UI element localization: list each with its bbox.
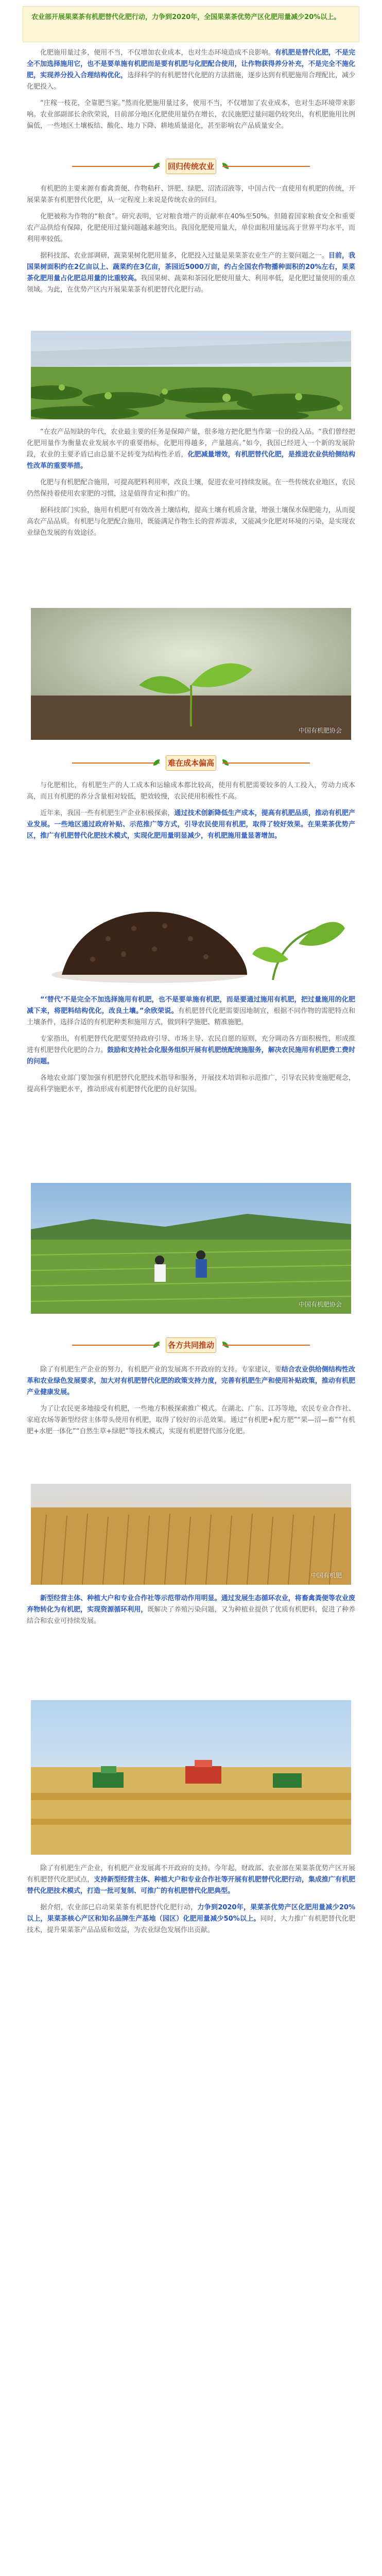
watermark: 中国有机肥协会 xyxy=(298,727,342,734)
section-body-8 xyxy=(27,1863,355,1941)
paragraph: 据科技部、农业部调研，蔬菜果树化肥用量多，化肥投入过量是果菜茶农业生产的主要问题之一。 xyxy=(40,252,328,260)
seedling-photo xyxy=(31,608,351,740)
paragraph: 据科技部门实验，施用有机肥可有效改善土壤结构，提高土壤有机质含量，增强土壤保水保肥能力，从而提高农产品品质。有机肥与化肥配合施用，既能满足作物生长的营养需求，又能减少化肥对环境的污染，是实现农业绿色发展的有效途径。 xyxy=(27,506,355,537)
leaf-icon xyxy=(152,1341,161,1349)
highlight-text: 通过技术创新降低生产成本，提高有机肥品质，推动有机肥产业发展。一些地区通过政府补贴、示范推广等方式，引导农民使用有机肥，取得了较好效果。 xyxy=(27,809,355,828)
paragraph: 既解决了养殖污染问题，又为种植业提供了优质有机肥料，促进了种养结合和农业可持续发展。 xyxy=(27,1606,355,1625)
section-body-7 xyxy=(27,1593,355,1632)
section-body-3 xyxy=(27,427,355,544)
section-title: 难在成本偏高 xyxy=(166,755,216,771)
section-body-6 xyxy=(27,1364,355,1443)
paragraph: 有机肥的主要来源有畜禽粪便、作物秸秆、饼肥、绿肥、沼渣沼液等，中国古代一直使用有机肥的传统，开展果菜茶有机肥替代化肥，从一定程度上来说是传统农业的回归。 xyxy=(27,185,355,204)
highlight-text: 打造一批可复制、可推广的有机肥替代化肥典型。 xyxy=(87,1887,235,1895)
highlight-text: 支持新型经营主体、种植大户和专业合作社等开展有机肥替代化肥行动，集成推广有机肥替代化肥技术模式， xyxy=(27,1876,355,1895)
highlight-text: 有机肥是替代化肥，不是完全不加选择施用它，也不是要单施有机肥而是要有机肥与化肥配合使用，让作物获得养分补充，不是完全不施化肥，实现养分投入合理结构优化， xyxy=(27,49,355,79)
leaf-icon xyxy=(152,162,161,170)
paragraph: 近年来，我国一些有机肥生产企业积极探索， xyxy=(40,809,175,817)
section-body-5 xyxy=(27,994,355,1100)
paragraph: 通过“有机肥+配方肥”“果—沼—畜”“有机肥+水肥一体化”“自然生草+绿肥”等技术模式，实现有机肥替代部分化肥。 xyxy=(27,1416,355,1435)
paragraph: 专家指出，有机肥替代化肥要坚持政府引导、市场主导、农民自愿的原则，充分调动各方面积极性，形成推进有机肥替代化肥的合力。 xyxy=(27,1035,355,1054)
section-header-3 xyxy=(0,1333,382,1357)
leaf-icon xyxy=(152,758,161,767)
highlight-text: 结合农业供给侧结构性改革和农业绿色发展要求，加大对有机肥替代化肥的政策支持力度， xyxy=(27,1366,355,1385)
paragraph: 化肥与有机肥配合施用，可提高肥料利用率，改良土壤，促进农业可持续发展。在一些传统农业地区，农民仍然保持着使用农家肥的习惯，这是值得肯定和推广的。 xyxy=(27,479,355,498)
watermark: 中国有机肥 xyxy=(310,1572,342,1579)
intro-box: 农业部开展果菜茶有机肥替代化肥行动，力争到2020年，全国果菜茶优势产区化肥用量减少20%以上。 xyxy=(23,6,359,42)
paragraph: 除了有机肥生产企业的努力，有机肥产业的发展离不开政府的支持。专家建议，要 xyxy=(40,1366,282,1374)
paragraph: 为了让农民更多地接受有机肥，一些地方积极探索推广模式。在湖北、广东、江苏等地，农民专业合作社、家庭农场等新型经营主体带头使用有机肥，取得了较好的示范效果。 xyxy=(27,1405,355,1424)
paragraph: 各地农业部门要加强有机肥替代化肥技术指导和服务，开展技术培训和示范推广， xyxy=(40,1074,282,1082)
watermark: 中国有机肥协会 xyxy=(298,1301,342,1308)
farmers-field-photo xyxy=(31,1183,351,1314)
paragraph: “庄稼一枝花，全靠肥当家。”然而化肥施用量过多，使用不当，不仅增加了农业成本，也对生态环境带来影响。农业部副部长余欣荣说，目前部分地区化肥使用量仍在增长，农民施肥过量问题仍较突出，有机肥施用比例偏低，一些地区土壤板结、酸化、地力下降、耕地质量退化，甚至影响农产品质量安全。 xyxy=(27,99,355,130)
section-body-2 xyxy=(27,183,355,301)
section-title: 各方共同推动 xyxy=(166,1337,216,1353)
section-header-1 xyxy=(0,155,382,178)
paragraph: 除了有机肥生产企业，有机肥产业发展离不开政府的支持。今年起，财政部、农业部在果菜茶优势产区开展有机肥替代化肥试点， xyxy=(27,1865,355,1884)
paragraph: 据介绍，农业部已启动果菜茶有机肥替代化肥行动， xyxy=(40,1904,198,1911)
highlight-text: “‘替代’不是完全不加选择施用有机肥，也不是要单施有机肥，而是要通过施用有机肥，把过量施用的化肥减下来，将肥料结构优化，改良土壤。”余欣荣说。 xyxy=(27,996,355,1015)
highlight-text: 新型经营主体、种植大户和专业合作社等示范带动作用明显。 xyxy=(40,1595,221,1602)
paragraph: 化肥被称为作物的“粮食”。研究表明，它对粮食增产的贡献率在40%至50%。但随着国家粮食安全和重要农产品供给有保障，化肥使用过量问题越来越突出。我国化肥使用量大，单位面积用量远高于世界平均水平，而利用率较低。 xyxy=(27,213,355,243)
paragraph: “在农产品短缺的年代，农业最主要的任务是保障产量，很多地方把化肥当作第一位的投入品。“我们曾经把化肥用量作为衡量农业发展水平的重要指标，化肥用得越多，产量越高。”如今，我国已经进入一个新的发展阶段，农业的主要矛盾已由总量不足转变为结构性矛盾， xyxy=(27,428,355,459)
paragraph: 我国果树、蔬菜和茶园化肥使用量大、利用率低，是化肥过量使用的重点领域。为此，在优势产区内开展果菜茶有机肥替代化肥行动。 xyxy=(27,275,355,294)
highlight-text: 鼓励和支持社会化服务组织开展有机肥统配统施服务，解决农民施用有机肥费工费时的问题。 xyxy=(27,1046,355,1065)
paragraph: 同时，大力推广有机肥替代化肥技术，提升果菜茶产品品质和效益，为农业绿色发展作出贡献。 xyxy=(27,1915,355,1934)
highlight-text: 力争到2020年，果菜茶优势产区化肥用量减少20%以上，果菜茶核心产区和知名品牌生产基地（园区）化肥用量减少50%以上。 xyxy=(27,1904,355,1923)
highlight-text: 在果菜茶优势产区，推广有机肥替代化肥技术模式，实现化肥用量明显减少，有机肥施用量显著增加。 xyxy=(27,821,355,840)
highlight-text: 化肥减量增效，有机肥替代化肥，是推进农业供给侧结构性改革的重要举措。 xyxy=(27,451,355,470)
section-body-1 xyxy=(27,47,355,137)
harvest-machines-photo xyxy=(31,1700,351,1855)
paragraph: 有机肥替代化肥需要因地制宜，根据不同作物的需肥特点和土壤条件，选择合适的有机肥种类和施用方式，做到科学施肥、精准施肥。 xyxy=(27,1007,355,1026)
fertilizer-pellets-photo xyxy=(31,897,351,984)
wheat-field-photo xyxy=(31,1484,351,1585)
highlight-text: 完善有机肥生产和使用补贴政策，推动有机肥产业健康发展。 xyxy=(27,1377,355,1396)
highlight-text: 目前，我国果树面积约在2亿亩以上、蔬菜约在3亿亩，茶园近5000万亩，约占全国农作物播种面积的20%左右，果菜茶化肥用量占化肥总用量的比重较高。 xyxy=(27,252,355,282)
vegetable-field-photo xyxy=(31,331,351,419)
section-title: 回归传统农业 xyxy=(166,159,216,174)
section-header-2 xyxy=(0,751,382,775)
highlight-text: 通过发展生态循环农业，将畜禽粪便等农业废弃物转化为有机肥，实现资源循环利用， xyxy=(27,1595,355,1614)
paragraph: 引导农民转变施肥观念，提高科学施肥水平，推动形成有机肥替代化肥的良好氛围。 xyxy=(27,1074,355,1093)
paragraph: 选择科学的有机肥替代化肥的方法措施，逐步达到有机肥施用合理配比，减少化肥投入。 xyxy=(27,72,355,91)
paragraph: 化肥施用量过多，便用不当，不仅增加农业成本，也对生态环境造成不良影响。 xyxy=(40,49,275,57)
paragraph: 与化肥相比，有机肥生产的人工成本和运输成本都比较高，使用有机肥需要较多的人工投入，劳动力成本高，而且有机肥的养分含量相对较低，肥效较慢，农民使用积极性不高。 xyxy=(27,782,355,801)
section-body-4 xyxy=(27,780,355,847)
